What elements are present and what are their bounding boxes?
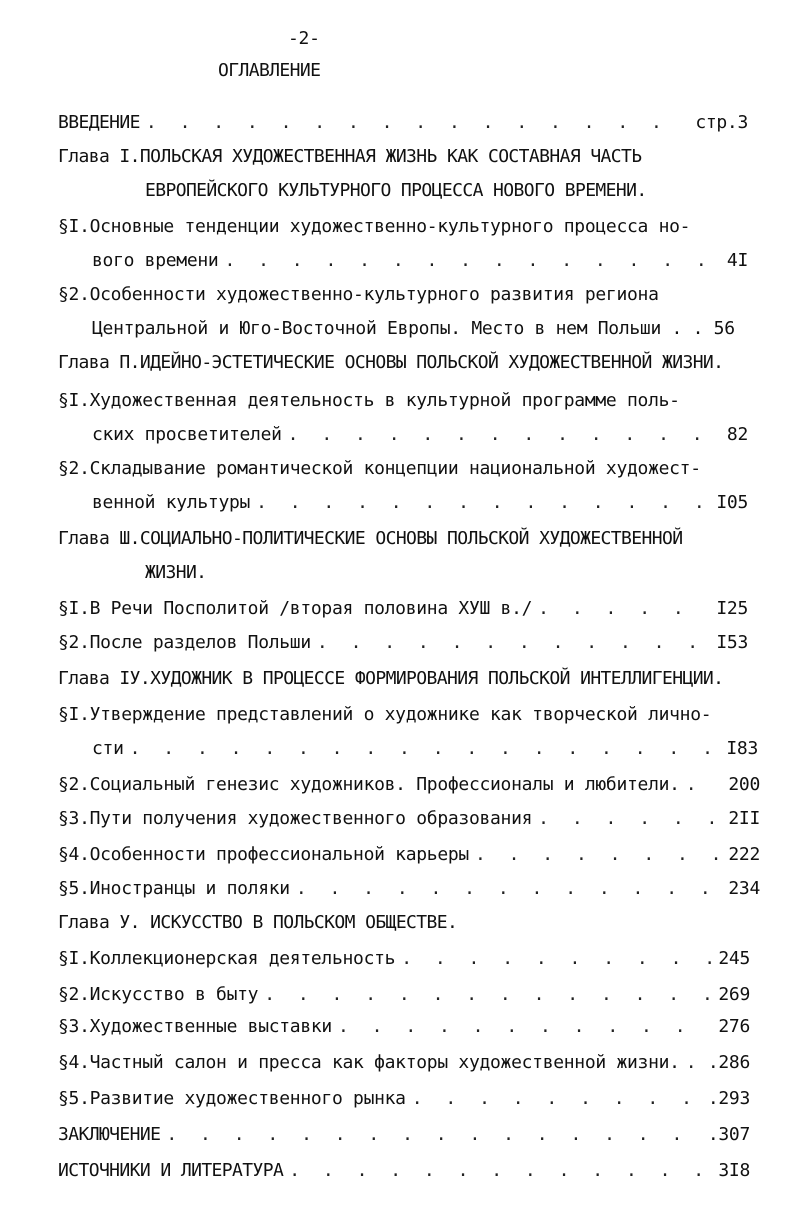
toc-page-number: 2II [728,808,760,829]
chapter3-heading-line1: Глава Ш.СОЦИАЛЬНО-ПОЛИТИЧЕСКИЕ ОСНОВЫ ПОЛЬСКОЙ ХУДОЖЕСТВЕННОЙ [58,528,683,549]
toc-entry-label: §5.Развитие художественного рынка [58,1088,406,1109]
page-title: ОГЛАВЛЕНИЕ [218,60,321,81]
leader-dots [256,492,710,514]
toc-page-number: 269 [718,984,750,1005]
toc-entry-label: §2.После разделов Польши [58,632,311,653]
toc-conclusion [58,1124,750,1146]
chapter1-section2-line1: §2.Особенности художественно-культурного развития региона [58,284,659,305]
toc-page-number: I53 [716,632,748,653]
leader-dots [686,1052,702,1074]
toc-page-number: 276 [718,1016,750,1037]
leader-dots [288,424,721,446]
toc-sources [58,1160,750,1182]
toc-page-number: .293 [707,1088,750,1109]
leader-dots [264,984,712,1006]
chapter5-section1 [58,948,750,970]
chapter4-section2 [58,774,760,796]
chapter1-heading-line2: ЕВРОПЕЙСКОГО КУЛЬТУРНОГО ПРОЦЕССА НОВОГО ВРЕМЕНИ. [145,180,647,201]
toc-entry-label: §4.Частный салон и пресса как факторы художественной жизни. [58,1052,680,1073]
chapter5-section5 [58,1088,750,1110]
toc-entry-label: §5.Иностранцы и поляки [58,878,290,899]
chapter5-heading: Глава У. ИСКУССТВО В ПОЛЬСКОМ ОБЩЕСТВЕ. [58,912,458,933]
leader-dots [475,844,722,866]
chapter1-section2-line2: Центральной и Юго-Восточной Европы. Место в нем Польши . . 56 [92,318,735,339]
leader-dots [401,948,712,970]
toc-page-number: I25 [716,598,748,619]
chapter5-section4 [58,1052,750,1074]
chapter3-section2 [58,632,748,654]
toc-entry-label: вого времени [92,250,219,271]
toc-page-number: 222 [728,844,760,865]
leader-dots [538,598,710,620]
chapter4-section3 [58,808,760,830]
chapter4-heading: Глава IУ.ХУДОЖНИК В ПРОЦЕССЕ ФОРМИРОВАНИЯ ПОЛЬСКОЙ ИНТЕЛЛИГЕНЦИИ. [58,668,724,689]
chapter4-section1-line2 [92,738,758,760]
toc-page-number: 3I8 [718,1160,750,1181]
chapter5-section2 [58,984,750,1006]
toc-entry-label: §2.Искусство в быту [58,984,259,1005]
chapter2-section2-line1: §2.Складывание романтической концепции национальной художест- [58,458,701,479]
chapter4-section1-line1: §I.Утверждение представлений о художнике как творческой лично- [58,704,712,725]
toc-entry-label: ИСТОЧНИКИ И ЛИТЕРАТУРА [58,1160,284,1181]
chapter2-heading: Глава П.ИДЕЙНО-ЭСТЕТИЧЕСКИЕ ОСНОВЫ ПОЛЬСКОЙ ХУДОЖЕСТВЕННОЙ ЖИЗНИ. [58,352,724,373]
toc-entry-label: венной культуры [92,492,251,513]
leader-dots [224,250,720,272]
toc-page-number: 200 [728,774,760,795]
toc-entry-label: ских просветителей [92,424,282,445]
chapter2-section1-line2 [92,424,748,446]
toc-page-number: стр.3 [695,112,748,133]
leader-dots [317,632,710,654]
toc-page-number: .307 [707,1124,750,1145]
leader-dots [166,1124,701,1146]
chapter1-section1-line1: §I.Основные тенденции художественно-культурного процесса но- [58,216,691,237]
chapter3-section1 [58,598,748,620]
toc-entry-label: ЗАКЛЮЧЕНИЕ [58,1124,161,1145]
leader-dots [686,774,723,796]
toc-page-number: 4I [726,250,748,271]
toc-intro [58,112,748,134]
toc-page-number: .286 [707,1052,750,1073]
chapter1-heading-line1: Глава I.ПОЛЬСКАЯ ХУДОЖЕСТВЕННАЯ ЖИЗНЬ КАК СОСТАВНАЯ ЧАСТЬ [58,146,642,167]
toc-entry-label: §I.Коллекционерская деятельность [58,948,396,969]
toc-entry-label: ВВЕДЕНИЕ [58,112,140,133]
chapter1-section1-line2 [92,250,748,272]
chapter4-section4 [58,844,760,866]
toc-entry-label: §4.Особенности профессиональной карьеры [58,844,469,865]
chapter5-section3 [58,1016,750,1038]
toc-entry-label: §3.Пути получения художественного образования [58,808,533,829]
leader-dots [296,878,723,900]
chapter4-section5 [58,878,760,900]
toc-entry-label: §I.В Речи Посполитой /вторая половина ХУШ в./ [58,598,533,619]
leader-dots [289,1160,712,1182]
leader-dots [538,808,722,830]
chapter2-section1-line1: §I.Художественная деятельность в культурной программе поль- [58,390,680,411]
leader-dots [146,112,689,134]
toc-page-number: 245 [718,948,750,969]
leader-dots [412,1088,702,1110]
chapter3-heading-line2: ЖИЗНИ. [145,562,207,583]
page-number: -2- [288,28,320,49]
chapter2-section2-line2 [92,492,748,514]
toc-page-number: 82 [726,424,748,445]
leader-dots [338,1016,712,1038]
leader-dots [130,738,721,760]
toc-entry-label: §3.Художественные выставки [58,1016,332,1037]
toc-entry-label: §2.Социальный генезис художников. Профессионалы и любители. [58,774,680,795]
toc-page-number: 234 [728,878,760,899]
toc-page-number: I83 [726,738,758,759]
toc-page-number: I05 [716,492,748,513]
toc-entry-label: сти [92,738,124,759]
